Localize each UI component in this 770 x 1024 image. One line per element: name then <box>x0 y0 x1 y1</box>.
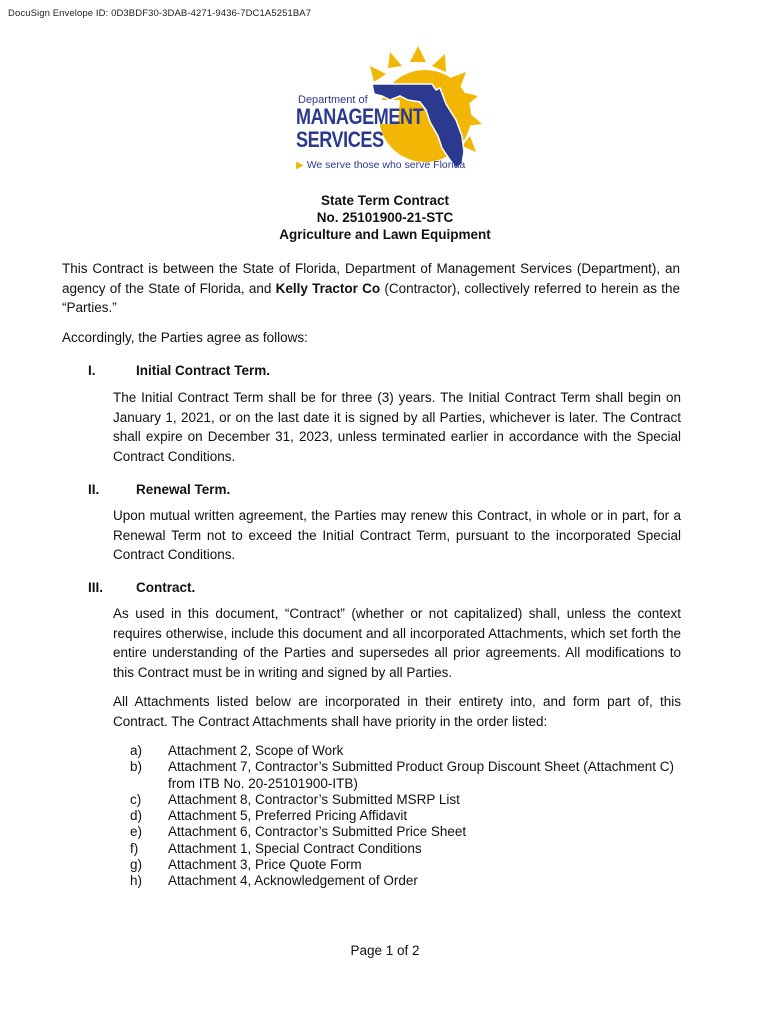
section-1-title: Initial Contract Term. <box>136 363 271 378</box>
section-2-number: II. <box>88 482 100 497</box>
list-item <box>130 873 690 889</box>
list-item-text: Attachment 1, Special Contract Conditions <box>168 840 422 856</box>
docusign-envelope-id: DocuSign Envelope ID: 0D3BDF30-3DAB-4271-9436-7DC1A5251BA7 <box>8 8 312 19</box>
list-item <box>130 759 690 792</box>
list-item-text: Attachment 7, Contractor’s Submitted Product Group Discount Sheet (Attachment C) from ITB No. 20-25101900-ITB) <box>168 759 674 791</box>
title-line-1: State Term Contract <box>320 193 450 208</box>
contractor-name: Kelly Tractor Co <box>275 280 381 296</box>
list-item-label: c) <box>130 791 142 807</box>
contract-title <box>0 192 770 243</box>
list-item-label: a) <box>130 743 143 758</box>
intro-before: This Contract is between the State of Florida, Department of Management Services (Department), an agency of the State of Florida, and <box>62 261 680 296</box>
title-line-2: No. 25101900-21-STC <box>316 210 454 225</box>
list-item-label: f) <box>130 840 139 856</box>
section-3-number: III. <box>88 580 104 595</box>
list-item <box>130 743 690 759</box>
list-item-label: e) <box>130 824 143 840</box>
page-number: Page 1 of 2 <box>350 943 420 958</box>
section-1-number: I. <box>88 363 96 378</box>
section-1-body: The Initial Contract Term shall be for three (3) years. The Initial Contract Term shall begin on January 1, 2021, or on the last date it is signed by all Parties, whichever is later. The Contract shall expire on December 31, 2023, unless terminated earlier in accordance with the Special Contract Conditions. <box>113 390 681 464</box>
section-2-title: Renewal Term. <box>136 482 231 497</box>
attachments-list <box>130 743 690 890</box>
section-3-body: As used in this document, “Contract” (whether or not capitalized) shall, unless the context requires otherwise, include this document and all incorporated Attachments, which set forth the entire understanding of the Parties and supersedes all prior agreements. All modifications to this Contract must be in writing and signed by all Parties. <box>113 606 681 680</box>
list-item-label: g) <box>130 857 143 873</box>
section-1-heading <box>88 363 270 378</box>
logo-tagline <box>296 159 465 171</box>
accordingly-paragraph: Accordingly, the Parties agree as follows: <box>62 330 308 345</box>
list-item-label: h) <box>130 873 143 889</box>
list-item-text: Attachment 2, Scope of Work <box>168 743 344 758</box>
list-item-text: Attachment 8, Contractor’s Submitted MSRP List <box>168 791 460 807</box>
list-item-label: d) <box>130 808 143 824</box>
section-3-body-2: All Attachments listed below are incorporated in their entirety into, and form part of, this Contract. The Contract Attachments shall have priority in the order listed: <box>113 694 681 729</box>
intro-after: (Contractor), collectively referred to herein as the “Parties.” <box>62 280 681 315</box>
list-item <box>130 792 690 808</box>
section-3-title: Contract. <box>136 580 196 595</box>
list-item-text: Attachment 6, Contractor’s Submitted Price Sheet <box>168 824 467 840</box>
section-2-body: Upon mutual written agreement, the Parties may renew this Contract, in whole or in part, for a Renewal Term not to exceed the Initial Contract Term, pursuant to the incorporated Special Contract Conditions. <box>113 508 681 562</box>
section-3-heading <box>88 580 195 595</box>
list-item-text: Attachment 4, Acknowledgement of Order <box>168 873 418 889</box>
list-item-text: Attachment 3, Price Quote Form <box>168 857 362 873</box>
list-item <box>130 841 690 857</box>
logo-management: MANAGEMENT <box>296 104 424 129</box>
list-item-label: b) <box>130 759 143 775</box>
section-2-heading <box>88 482 230 497</box>
logo-tagline-text: We serve those who serve Florida <box>306 159 466 171</box>
list-item <box>130 824 690 840</box>
title-line-3: Agriculture and Lawn Equipment <box>279 227 491 242</box>
list-item <box>130 808 690 824</box>
logo-services: SERVICES <box>296 127 384 152</box>
list-item <box>130 857 690 873</box>
play-triangle-icon: ▶ <box>296 160 304 171</box>
list-item-text: Attachment 5, Preferred Pricing Affidavit <box>168 808 408 824</box>
intro-paragraph <box>62 259 680 318</box>
dms-logo <box>290 44 490 179</box>
logo-department-of: Department of <box>298 94 368 106</box>
